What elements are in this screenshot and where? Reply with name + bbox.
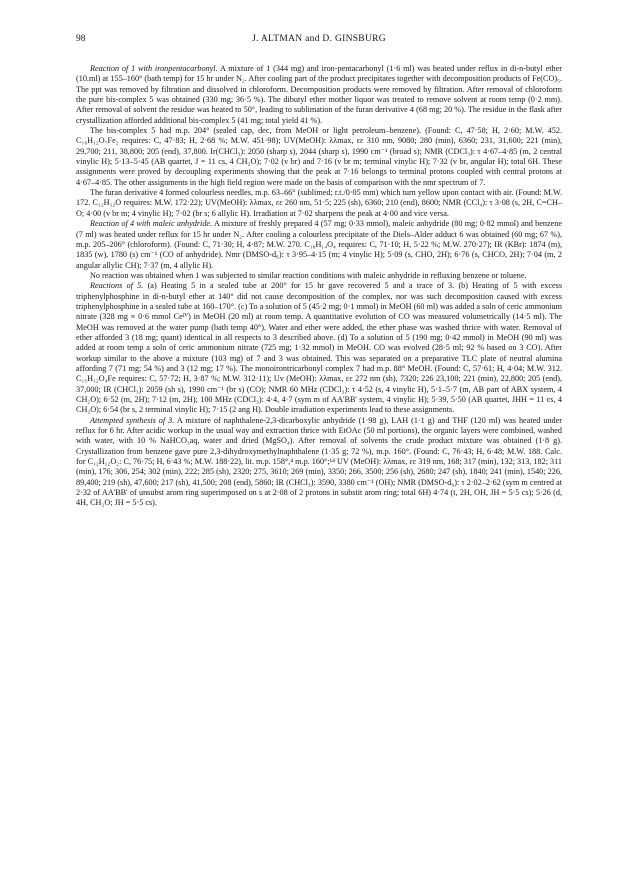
paragraph-reactions-of-5 bbox=[76, 281, 562, 415]
running-header bbox=[76, 34, 562, 54]
paragraph-text: A mixture of 1 (344 mg) and iron-pentacarbonyl (1·6 ml) was heated under reflux in di-n-butyl ether (10.ml) at 155–160° (bath temp) for 15 hr under N₂. After cooling part of the product precipitates together with decomposition products of Fe(CO)₅. The ppt was removed by filtration and dissolved in chloroform. Decomposition products were removed by filtration. After removal of chloroform the pure bis-complex 5 was obtained (330 mg; 36·5 %). The dibutyl ether mother liquor was treated to remove solvent at room temp (0·2 mm). After removal of solvent the residue was heated to 50°, leading to sublimation of the furan derivative 4 (68 mg; 20 %). The residue in the flask after crystallization afforded additional bis-complex 5 (41 mg; total yield 41 %). bbox=[76, 64, 562, 125]
paragraph-no-reaction bbox=[76, 271, 562, 281]
paragraph-furan-derivative bbox=[76, 188, 562, 219]
paragraph-text: The bis-complex 5 had m.p. 204° (sealed cap, dec, from MeOH or light petroleum–benzene). (Found: C, 47·58; H, 2·60; M.W. 452. C₁₆H₁₂O₇Fe₂ requires: C, 47·83; H, 2·68 %; M.W. 451·98); UV(MeOH): λλmax, εε 310 nm, 9080; 280 (min), 6360; 231, 31,600; 221 (min), 29,700; 211, 38,800; 205 (end), 37,800. Ir(CHCl₃): 2050 (sharp s), 2044 (sharp s), 1990 cm⁻¹ (broad s); NMR (CDCl₃): τ 4·67–4·85 (m, 2 central vinylic H); 5·13–5·45 (AB quartet, J = 11 cs, 4 CH₂O); 7·02 (v br) and 7·16 (v br m; terminal vinylic H); 7·32 (v br, angular H); total 6H. These assignments were proved by decoupling experiments showing that the peak at 7·16 belongs to terminal protons coupled with central protons at 4·67–4·85. The other assignments in the high field region were made on the basis of comparison with the nmr spectrum of 7. bbox=[76, 126, 562, 187]
paragraph-bis-complex bbox=[76, 126, 562, 188]
paragraph-text: (a) Heating 5 in a sealed tube at 200° for 15 hr gave recovered 5 and a trace of 3. (b) Heating of 5 with excess triphenylphosphine in di-n-butyl ether at 140° did not cause decomposition of the complex, nor was such decomposition caused with excess triphenylphosphine in a sealed tube at 160–170°. (c) To a solution of 5 (45·2 mg; 0·1 mmol) in MeOH (60 ml) was added a soln of ceric ammonium nitrate (328 mg ≡ 0·6 mmol Ceᴵⱽ) in MeOH (20 ml) at room temp. A quantitative evolution of CO was measured volumetrically (14·5 ml). The MeOH was removed at the water pump (bath temp 40°). Water and ether were added, the ether phase was washed thrice with water. Removal of ether afforded 3 (18 mg; quant) identical in all respects to 3 described above. (d) To a solution of 5 (190 mg; 0·42 mmol) in MeOH (90 ml) was added at room temp a soln of ceric ammonium nitrate (725 mg; 1·32 mmol) in MeOH. CO was evolved (28·5 ml; 92 % based on 3 CO). After workup similar to the above a mixture (103 mg) of 7 and 3 was obtained. This was separated on a preparative TLC plate of neutral alumina affording 7 (71 mg; 54 %) and 3 (12 mg; 17 %). The monoirontricarbonyl complex 7 had m.p. 88° MeOH. (Found: C, 57·61; H, 4·04; M.W. 312. C₁₅H₁₂O₄Fe requires: C, 57·72; H, 3·87 %; M.W. 312·11); Uv (MeOH): λλmax, εε 272 nm (sh), 7320; 226 23,100; 221 (min), 22,800; 205 (end), 37,000; IR (CHCl₃): 2059 (sh s), 1990 cm⁻¹ (br s) (CO); NMR 60 MHz (CDCl₃): τ 4·52 (s, 4 vinylic H), 5·1–5·7 (m, AB part of ABX system, 4 CH₂O); 6·52 (m, 2H); 7·12 (m, 2H); 100 MHz (CDCl₃): 4·4, 4·7 (sym m of AA'BB' system, 4 vinylic H); 5·39, 5·50 (AB quartet, JHH = 11 cs, 4 CH₂O); 6·54 (br s, 2 terminal vinylic H); 7·15 (2 ang H). Double irradiation experiments lead to these assignments. bbox=[76, 281, 563, 415]
paragraph-text: A mixture of freshly prepared 4 (57 mg; 0·33 mmol), maleic anhydride (80 mg; 0·82 mmol) and benzene (7 ml) was heated under reflux for 15 hr under N₂. After cooling a colourless precipitate of the Diels–Alder adduct 6 was obtained (60 mg; 67 %), m.p. 205–206° (chloroform). (Found: C, 71·30; H, 4·87; M.W. 270. C₁₆H₁₄O₄ requires: C, 71·10; H, 5·22 %; M.W. 270·27); IR (KBr): 1874 (m), 1835 (w), 1780 (s) cm⁻¹ (CO of anhydride). Nmr (DMSO-d₆): τ 3·95–4·15 (m; 4 vinylic H); 5·09 (s, CHO, 2H); 6·76 (s, CHCO, 2H); 7·04 (m, 2 angular allylic CH); 7·37 (m, 4 allylic H). bbox=[76, 219, 562, 270]
paragraph-text: No reaction was obtained when 1 was subjected to similar reaction conditions with maleic anhydride in refluxing benzene or toluene. bbox=[90, 270, 527, 280]
experimental-text bbox=[76, 64, 562, 509]
run-in-heading: Reactions of 5. bbox=[90, 281, 144, 291]
run-in-heading: Reaction of 4 with maleic anhydride. bbox=[90, 219, 213, 229]
paragraph-text: A mixture of naphthalene-2,3-dicarboxylic anhydride (1·98 g), LAH (1·1 g) and THF (120 ml) was heated under reflux for 6 hr. After acidic workup in the usual way and extraction thrice with EtOAc (50 ml portions), the organic layers were combined, washed with water, with 10 % NaHCO₃aq, water and dried (MgSO₄). After removal of solvents the crude product mixture was obtained (1·8 g). Crystallization from benzene gave pure 2,3-dihydroxymethylnaphthalene (1·35 g; 72 %), m.p. 160°. (Found: C, 76·43; H, 6·48; M.W. 188. Calc. for C₁₂H₁₂O₂: C, 76·75; H, 6·43 %; M.W. 188·22), lit. m.p. 158°,⁴ m.p. 160°;¹⁴ UV (MeOH): λλmax, εε 319 nm, 168; 317 (min), 132; 313, 182; 311 (min), 176; 306, 254; 302 (min), 222; 285 (sh), 2320; 275, 3610; 269 (min), 3350; 266, 3500; 256 (sh), 2680; 247 (sh), 1840; 241 (min), 1540; 226, 89,400; 219 (sh), 47,600; 217 (sh), 41,500; 208 (end), 5860; IR (CHCl₃): 3590, 3380 cm⁻¹ (OH); NMR (DMSO-d₆): τ 2·02–2·62 (sym m centred at 2·32 of AA'BB' of unsubst arom ring superimposed on s at 2·08 of 2 protons in substit arom ring; total 6H) 4·74 (t, 2H, OH, JH = 5·5 cs); 5·26 (d, 4H, CH₂O; JH = 5·5 cs). bbox=[76, 415, 562, 508]
run-in-heading: Reaction of 1 with ironpentacarbonyl. bbox=[90, 64, 218, 73]
run-in-heading: Attempted synthesis of 3. bbox=[90, 415, 175, 425]
paragraph-fe-reaction bbox=[76, 64, 562, 126]
paragraph-maleic-anhydride bbox=[76, 219, 562, 271]
running-authors: J. ALTMAN and D. GINSBURG bbox=[252, 34, 386, 44]
page-number: 98 bbox=[76, 34, 86, 44]
paragraph-text: The furan derivative 4 formed colourless needles, m.p. 63–66° (sublimed; r.t./0·05 mm) which turn yellow upon contact with air. (Found: M.W. 172. C₁₂H₁₂O requires: M.W. 172·22); UV(MeOH): λλmax, εε 260 nm, 51·5; 225 (sh), 6360; 210 (end), 8600; NMR (CCl₄): τ 3·08 (s, 2H, C=CH–O; 4·00 (v br m; 4 vinylic H); 7·02 (br s; 6 allylic H). Irradiation at 7·02 sharpens the peak at 4·00 and vice versa. bbox=[76, 188, 562, 218]
paragraph-attempted-synthesis bbox=[76, 416, 562, 509]
